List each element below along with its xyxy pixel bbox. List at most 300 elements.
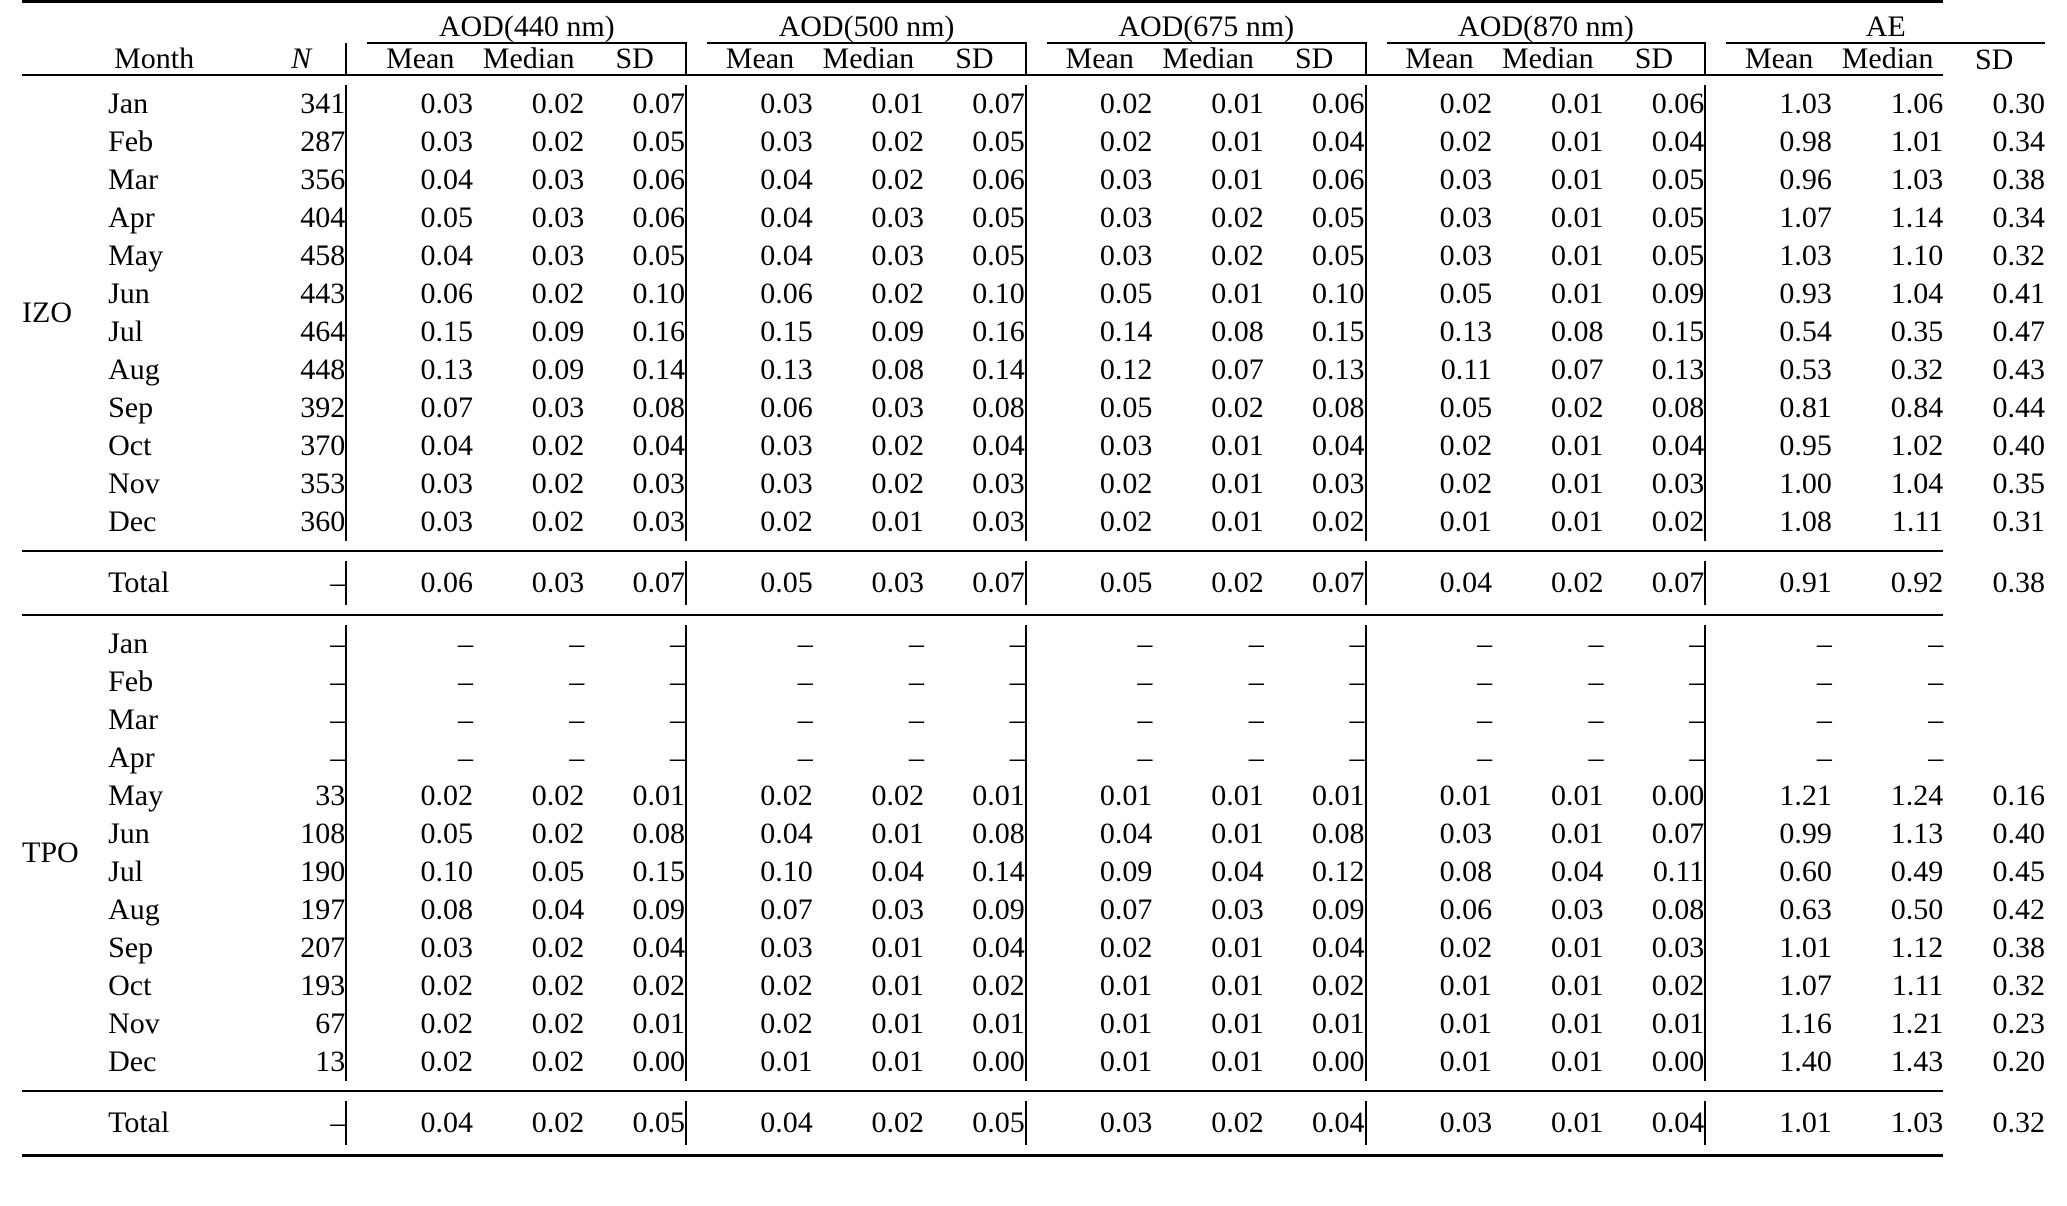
cell: 0.23 [1992,1007,2045,1040]
cell: 0.02 [1211,566,1264,599]
cell: 0.02 [1211,201,1264,234]
cell: 1.24 [1890,779,1944,812]
cell: 0.00 [1651,1045,1705,1078]
cell: 0.14 [632,353,686,386]
cell: 0.01 [1211,931,1264,964]
cell: 0.09 [531,353,585,386]
cell: 0.04 [420,429,473,462]
cell: 0.04 [760,1106,813,1139]
row-month: Jul [108,315,144,348]
cell: 0.09 [1312,893,1365,926]
group-header-ae: AE [1726,12,2045,43]
row-month: May [108,779,164,812]
cell: 0.06 [632,201,686,234]
cell: 0.07 [1551,353,1604,386]
cell: 0.02 [871,163,925,196]
spacer [22,541,2045,551]
cell: 0.01 [1551,817,1604,850]
cell: 0.03 [871,239,925,272]
header-mean-ae: Mean [1745,42,1814,75]
cell: 0.01 [1439,779,1493,812]
cell: 0.15 [1651,315,1705,348]
cell: 0.03 [1439,817,1493,850]
cell: 0.03 [1099,1106,1153,1139]
cell: 1.43 [1890,1045,1944,1078]
cell: 0.03 [1211,893,1264,926]
cell: 0.02 [871,1106,925,1139]
cell: 1.14 [1890,201,1944,234]
cell: 0.09 [531,315,585,348]
cell: 0.32 [1992,239,2045,272]
row-n: 443 [300,277,346,310]
cell: 0.02 [871,429,925,462]
cell: 0.01 [1551,969,1604,1002]
cell: 0.35 [1992,467,2045,500]
cell: – [457,627,473,660]
cell: 0.01 [1312,779,1365,812]
row-month: Dec [108,505,157,538]
cell: 0.08 [1312,391,1365,424]
header-mean-870: Mean [1405,42,1474,75]
cell: 0.01 [1211,969,1264,1002]
cell: 0.02 [531,1106,585,1139]
cell: 0.42 [1992,893,2045,926]
cell: 0.02 [1439,467,1493,500]
cell: 0.04 [1312,125,1365,158]
cell: 0.13 [420,353,473,386]
cell: 0.06 [632,163,686,196]
cell: 0.07 [632,87,686,120]
cell: 0.06 [1312,163,1365,196]
row-month: Sep [108,931,154,964]
cell: 0.05 [1099,277,1153,310]
row-month: Aug [108,893,160,926]
cell: 0.07 [972,566,1025,599]
cell: 0.02 [871,125,925,158]
cell [1943,625,2045,663]
cell: 0.34 [1992,201,2045,234]
row-n: 190 [300,855,346,888]
cell: 0.00 [972,1045,1025,1078]
cell: 1.02 [1890,429,1944,462]
cell: – [1816,741,1832,774]
header-sd-675: SD [1294,42,1334,75]
column-header-row [22,43,2045,75]
cell: 0.02 [1439,429,1493,462]
cell: 0.04 [420,239,473,272]
cell: 0.03 [1439,163,1493,196]
cell [1943,739,2045,777]
cell: 1.04 [1890,277,1944,310]
cell: 0.08 [1211,315,1264,348]
cell: 0.03 [760,125,813,158]
cell: – [457,665,473,698]
cell: 1.06 [1890,87,1944,120]
cell: 0.03 [972,467,1025,500]
cell: 0.04 [632,931,686,964]
cell: 0.99 [1779,817,1832,850]
cell: 0.01 [1551,1106,1604,1139]
header-sd-500: SD [955,42,994,75]
cell: 0.08 [1312,817,1365,850]
cell: 0.13 [760,353,813,386]
cell: 0.02 [1099,125,1153,158]
cell: – [1349,703,1365,736]
cell: 0.05 [972,239,1025,272]
cell: 0.02 [871,277,925,310]
aod-statistics-table [22,0,2045,1157]
cell: 0.04 [972,931,1025,964]
cell: 0.01 [1211,817,1264,850]
cell: 0.40 [1992,817,2045,850]
cell: 0.01 [1551,505,1604,538]
cell: 1.07 [1779,201,1832,234]
cell: 0.02 [420,779,473,812]
cell: – [797,741,813,774]
cell: 0.01 [1551,429,1604,462]
column-separator [1705,43,1726,75]
cell: 0.03 [1551,893,1604,926]
row-n: – [330,665,346,698]
cell: 0.03 [760,429,813,462]
cell: – [1928,741,1944,774]
table-row [22,351,2045,389]
table-row [22,465,2045,503]
row-n: 108 [300,817,346,850]
cell: 0.05 [1439,277,1493,310]
cell: 0.01 [760,1045,813,1078]
cell: 0.01 [1651,1007,1705,1040]
cell: – [1588,665,1604,698]
cell: – [1248,665,1264,698]
cell: 0.03 [632,467,686,500]
cell: – [1248,627,1264,660]
cell: 0.32 [1890,353,1944,386]
cell: 0.08 [871,353,925,386]
cell: 0.13 [1651,353,1705,386]
cell: 0.07 [1099,893,1153,926]
cell: 0.04 [760,163,813,196]
cell: – [1349,627,1365,660]
row-n: 392 [300,391,346,424]
cell: 0.02 [760,779,813,812]
cell: 0.02 [1439,125,1493,158]
row-n: 33 [315,779,346,812]
cell: – [1928,665,1944,698]
cell: – [1477,665,1493,698]
header-sd-870: SD [1634,42,1674,75]
cell: – [1137,703,1153,736]
cell: 0.13 [1439,315,1493,348]
header-month: Month [114,41,195,75]
cell: 0.43 [1992,353,2045,386]
cell: 0.47 [1992,315,2045,348]
cell: 0.03 [760,467,813,500]
cell: 0.14 [972,855,1025,888]
cell: 0.01 [1551,779,1604,812]
cell: 0.53 [1779,353,1832,386]
row-month: Jan [108,87,149,120]
cell: 0.06 [760,277,813,310]
cell: – [1009,627,1025,660]
cell: 0.01 [972,779,1025,812]
table-row [22,503,2045,541]
cell: 0.02 [760,505,813,538]
cell: 0.04 [760,817,813,850]
table-row [22,199,2045,237]
row-label-total: Total [108,566,170,599]
cell: – [1928,627,1944,660]
row-n: – [330,566,346,599]
cell: 0.05 [632,239,686,272]
cell: 0.01 [632,779,686,812]
cell: 1.40 [1779,1045,1832,1078]
header-median-870: Median [1502,42,1594,75]
cell: 0.02 [420,1007,473,1040]
cell: 0.04 [972,429,1025,462]
row-n: – [330,627,346,660]
cell: 1.03 [1779,239,1832,272]
row-month: Sep [108,391,154,424]
cell: 0.01 [871,87,925,120]
cell: 0.03 [420,467,473,500]
cell: 0.01 [1099,1045,1153,1078]
cell: 0.05 [1651,239,1705,272]
cell: 0.05 [632,1106,686,1139]
cell: 0.01 [1211,467,1264,500]
cell: 1.12 [1890,931,1944,964]
cell: 0.93 [1779,277,1832,310]
header-n: N [291,41,312,75]
cell: 0.04 [760,239,813,272]
header-median-ae: Median [1841,42,1934,75]
cell: 0.03 [1312,467,1365,500]
cell: 0.01 [1211,1045,1264,1078]
cell: – [457,703,473,736]
group-header-row [22,12,2045,43]
cell: 0.38 [1992,163,2045,196]
table-row [22,777,2045,815]
cell: 0.02 [972,969,1025,1002]
cell: 0.04 [1312,931,1365,964]
group-header-aod500: AOD(500 nm) [707,12,1026,43]
cell: 0.03 [871,566,925,599]
cell: 0.09 [871,315,925,348]
cell: 0.08 [632,391,686,424]
cell: 0.07 [1312,566,1365,599]
table-row [22,427,2045,465]
cell [1943,701,2045,739]
site-label-izo: IZO [22,296,72,329]
header-median-500: Median [822,42,915,75]
cell: 0.05 [972,125,1025,158]
cell: 0.20 [1992,1045,2045,1078]
row-n: 448 [300,353,346,386]
cell: 0.09 [972,893,1025,926]
group-header-aod870: AOD(870 nm) [1387,12,1706,43]
cell: 1.00 [1779,467,1832,500]
cell: – [1349,665,1365,698]
cell: 0.01 [1439,969,1493,1002]
column-separator [1026,43,1047,75]
cell: 0.01 [871,1045,925,1078]
cell: 0.01 [871,969,925,1002]
cell: – [1689,627,1705,660]
cell: 0.01 [1211,1007,1264,1040]
cell: – [670,665,686,698]
cell: 0.02 [531,125,585,158]
cell: 0.08 [972,817,1025,850]
row-month: May [108,239,164,272]
cell: – [909,703,925,736]
cell: 0.01 [1439,1007,1493,1040]
cell: 0.01 [1551,931,1604,964]
row-n: 353 [300,467,346,500]
cell: 0.54 [1779,315,1832,348]
cell: 0.07 [1651,566,1705,599]
cell: – [1477,741,1493,774]
cell: 0.05 [531,855,585,888]
table-row [22,739,2045,777]
cell: 0.08 [632,817,686,850]
cell: 0.49 [1890,855,1944,888]
cell: 0.15 [760,315,813,348]
cell: 0.03 [1439,1106,1493,1139]
cell: 0.02 [531,779,585,812]
cell: 0.03 [760,931,813,964]
row-n: 404 [300,201,346,234]
table-row [22,967,2045,1005]
cell: – [1816,703,1832,736]
row-month: Aug [108,353,160,386]
cell: – [670,703,686,736]
table-row [22,625,2045,663]
cell: 0.02 [632,969,686,1002]
cell: 0.05 [972,1106,1025,1139]
cell: 0.10 [420,855,473,888]
spacer [22,3,2045,12]
cell: 0.03 [420,505,473,538]
cell: 0.02 [1439,87,1493,120]
cell: 0.04 [760,201,813,234]
cell: 1.11 [1891,969,1944,1002]
cell: 0.34 [1992,125,2045,158]
cell: 0.01 [1439,1045,1493,1078]
cell: 0.05 [1312,201,1365,234]
cell: 0.01 [1551,467,1604,500]
cell: 0.01 [1211,125,1264,158]
cell: 0.03 [1439,201,1493,234]
table-row [22,123,2045,161]
cell: 0.03 [1651,467,1705,500]
row-month: Apr [108,741,155,774]
row-n: 287 [300,125,346,158]
cell: 0.06 [760,391,813,424]
cell: 0.04 [871,855,925,888]
cell: 0.04 [632,429,686,462]
cell: 0.01 [1551,239,1604,272]
cell: – [569,741,585,774]
cell: – [457,741,473,774]
header-median-440: Median [482,42,575,75]
table-row [22,929,2045,967]
cell: 0.03 [1099,163,1153,196]
cell: 0.01 [972,1007,1025,1040]
cell: 0.03 [420,931,473,964]
cell: 0.02 [531,931,585,964]
cell: 0.02 [531,1007,585,1040]
cell: 0.04 [1211,855,1264,888]
cell: 0.13 [1312,353,1365,386]
header-sd-ae: SD [1974,42,2014,76]
cell: 0.06 [1439,893,1493,926]
cell: 0.92 [1890,566,1944,599]
header-median-675: Median [1162,42,1254,75]
cell: 0.07 [972,87,1025,120]
cell: 0.04 [1439,566,1493,599]
cell: 0.81 [1779,391,1832,424]
cell: 0.06 [420,277,473,310]
cell: 1.01 [1779,1106,1832,1139]
cell: 0.32 [1992,1106,2045,1139]
cell: 0.02 [531,505,585,538]
cell: 0.03 [871,201,925,234]
cell: 0.01 [871,931,925,964]
cell: 0.15 [420,315,473,348]
spacer [22,1145,2045,1156]
row-month: Mar [108,703,159,736]
cell: 1.21 [1779,779,1832,812]
cell: 0.00 [632,1045,686,1078]
cell: 0.05 [420,201,473,234]
cell: 0.01 [1211,87,1264,120]
table-row [22,1043,2045,1081]
column-separator [686,43,707,75]
cell: – [1689,665,1705,698]
cell: 0.03 [871,391,925,424]
cell: 0.04 [1312,429,1365,462]
cell: 0.01 [1211,277,1264,310]
cell: 0.01 [1211,429,1264,462]
table-row [22,389,2045,427]
cell: – [1928,703,1944,736]
cell: 0.10 [972,277,1025,310]
row-month: Nov [108,1007,160,1040]
site-label-tpo: TPO [22,836,79,869]
column-separator [346,43,367,75]
cell: 0.04 [1651,1106,1705,1139]
cell: 0.02 [1551,391,1604,424]
rule-bottom [22,1156,2045,1158]
cell: 0.01 [1551,1045,1604,1078]
total-row-izo [22,561,2045,605]
cell: 0.07 [632,566,686,599]
row-month: Mar [108,163,159,196]
cell: 0.02 [1651,505,1705,538]
cell: 0.02 [531,817,585,850]
cell: 0.40 [1992,429,2045,462]
cell: 0.07 [420,391,473,424]
cell: 0.02 [1651,969,1705,1002]
cell: 0.01 [1211,505,1264,538]
cell: – [569,627,585,660]
row-n: 193 [300,969,346,1002]
cell: 0.02 [531,277,585,310]
cell: 0.06 [1651,87,1705,120]
cell: 0.08 [1551,315,1604,348]
cell: 0.03 [632,505,686,538]
row-n: 197 [300,893,346,926]
